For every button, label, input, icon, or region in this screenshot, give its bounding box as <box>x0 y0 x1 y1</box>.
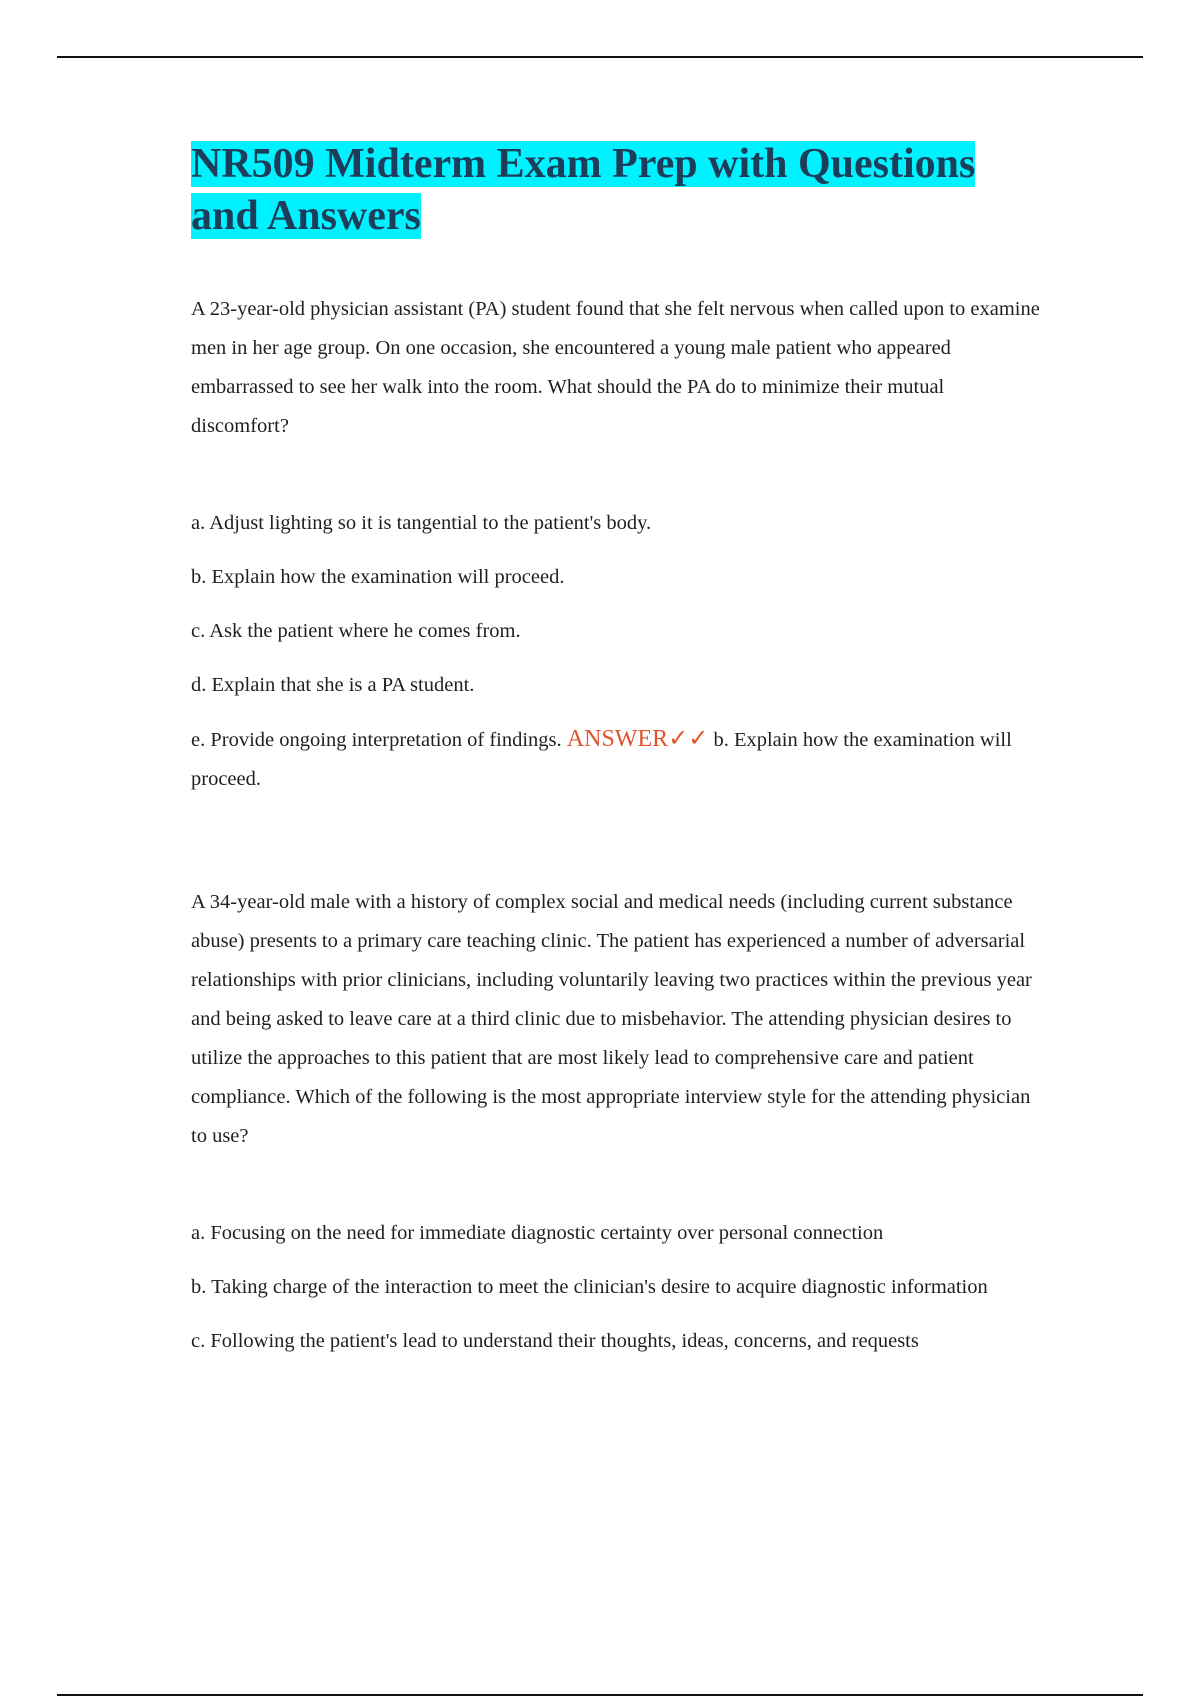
question-1-option-e: e. Provide ongoing interpretation of findings. <box>191 729 562 751</box>
header-rule <box>57 56 1143 58</box>
question-1-stem: A 23-year-old physician assistant (PA) student found that she felt nervous when called upon to examine men in her age group. On one occasion, she encountered a young male patient who appeared embarrassed to see her walk into the room. What should the PA do to minimize their mutual discomfort? <box>191 298 1040 437</box>
question-2-option-b: b. Taking charge of the interaction to meet the clinician's desire to acquire diagnostic information <box>191 1276 988 1298</box>
question-1-option-b: b. Explain how the examination will proceed. <box>191 566 565 588</box>
question-1-option-c: c. Ask the patient where he comes from. <box>191 620 521 642</box>
question-1-option-e-with-answer <box>191 720 1041 799</box>
question-2-options <box>191 1214 1041 1361</box>
document-content <box>191 138 1041 1376</box>
page-title <box>191 138 1041 242</box>
question-1-options <box>191 504 1041 799</box>
footer-rule <box>57 1694 1143 1696</box>
title-highlight: NR509 Midterm Exam Prep with Questions and Answers <box>191 141 976 239</box>
question-1-option-d: d. Explain that she is a PA student. <box>191 674 475 696</box>
question-2-stem: A 34-year-old male with a history of complex social and medical needs (including current substance abuse) presents to a primary care teaching clinic. The patient has experienced a number of adversarial relationships with prior clinicians, including voluntarily leaving two practices within the previous year and being asked to leave care at a third clinic due to misbehavior. The attending physician desires to utilize the approaches to this patient that are most likely lead to comprehensive care and patient compliance. Which of the following is the most appropriate interview style for the attending physician to use? <box>191 891 1032 1147</box>
question-1-answer-text: b. Explain how the examination will proceed. <box>191 729 1012 790</box>
answer-label: ANSWER✓✓ <box>566 726 709 752</box>
question-2-option-c: c. Following the patient's lead to understand their thoughts, ideas, concerns, and requests <box>191 1330 919 1352</box>
question-1-option-a: a. Adjust lighting so it is tangential to the patient's body. <box>191 512 652 534</box>
question-2-option-a: a. Focusing on the need for immediate diagnostic certainty over personal connection <box>191 1222 884 1244</box>
